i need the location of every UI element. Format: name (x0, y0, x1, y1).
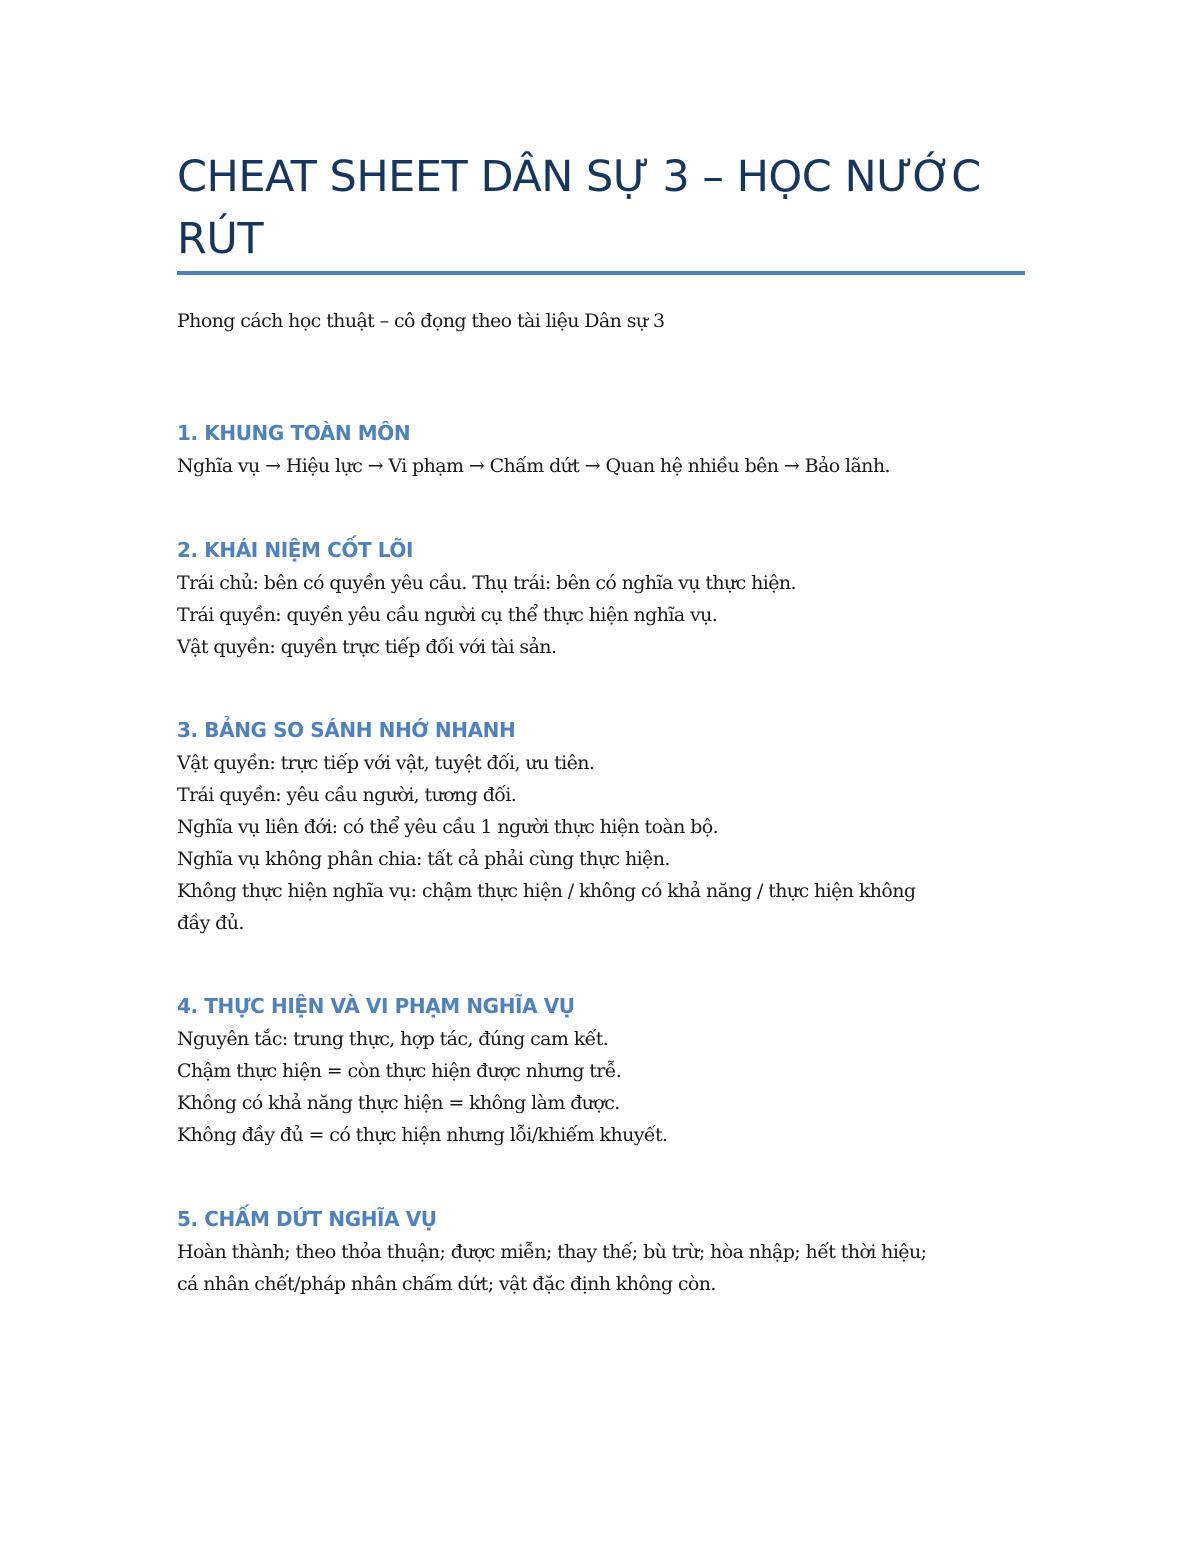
section-line: Trái quyền: yêu cầu người, tương đối. (177, 784, 517, 806)
section-heading: 1. KHUNG TOÀN MÔN (177, 421, 411, 445)
section-body (177, 1023, 1025, 1151)
section-line: Vật quyền: quyền trực tiếp đối với tài sản. (177, 636, 557, 658)
section-body (177, 1236, 1025, 1300)
section-line: Nghĩa vụ liên đới: có thể yêu cầu 1 người thực hiện toàn bộ. (177, 816, 719, 838)
section-heading: 4. THỰC HIỆN VÀ VI PHẠM NGHĨA VỤ (177, 994, 575, 1018)
section-core-concepts (177, 536, 1025, 663)
section-line: Nguyên tắc: trung thực, hợp tác, đúng cam kết. (177, 1028, 609, 1050)
section-line: Không có khả năng thực hiện = không làm được. (177, 1092, 620, 1114)
title-underline (177, 271, 1025, 275)
section-body (177, 747, 1025, 939)
document-subtitle: Phong cách học thuật – cô đọng theo tài liệu Dân sự 3 (177, 310, 665, 332)
section-line: đầy đủ. (177, 912, 244, 934)
section-line: Không đầy đủ = có thực hiện nhưng lỗi/khiếm khuyết. (177, 1124, 668, 1146)
section-termination (177, 1205, 1025, 1300)
section-line: Chậm thực hiện = còn thực hiện được nhưng trễ. (177, 1060, 622, 1082)
section-quick-comparison (177, 716, 1025, 939)
section-heading: 3. BẢNG SO SÁNH NHỚ NHANH (177, 718, 516, 742)
section-line: Trái quyền: quyền yêu cầu người cụ thể thực hiện nghĩa vụ. (177, 604, 718, 626)
section-line: Nghĩa vụ → Hiệu lực → Vi phạm → Chấm dứt → Quan hệ nhiều bên → Bảo lãnh. (177, 455, 890, 477)
section-performance-breach (177, 992, 1025, 1151)
section-heading: 2. KHÁI NIỆM CỐT LÕI (177, 538, 414, 562)
section-line: Trái chủ: bên có quyền yêu cầu. Thụ trái: bên có nghĩa vụ thực hiện. (177, 572, 796, 594)
section-line: cá nhân chết/pháp nhân chấm dứt; vật đặc định không còn. (177, 1273, 716, 1295)
document-title: CHEAT SHEET DÂN SỰ 3 – HỌC NƯỚC RÚT (177, 152, 981, 264)
section-line: Nghĩa vụ không phân chia: tất cả phải cùng thực hiện. (177, 848, 670, 870)
section-line: Không thực hiện nghĩa vụ: chậm thực hiện / không có khả năng / thực hiện không (177, 880, 916, 902)
section-body (177, 450, 1025, 482)
section-heading: 5. CHẤM DỨT NGHĨA VỤ (177, 1207, 437, 1231)
section-framework (177, 419, 1025, 482)
section-line: Hoàn thành; theo thỏa thuận; được miễn; thay thế; bù trừ; hòa nhập; hết thời hiệu; (177, 1241, 927, 1263)
section-line: Vật quyền: trực tiếp với vật, tuyệt đối, ưu tiên. (177, 752, 595, 774)
section-body (177, 567, 1025, 663)
